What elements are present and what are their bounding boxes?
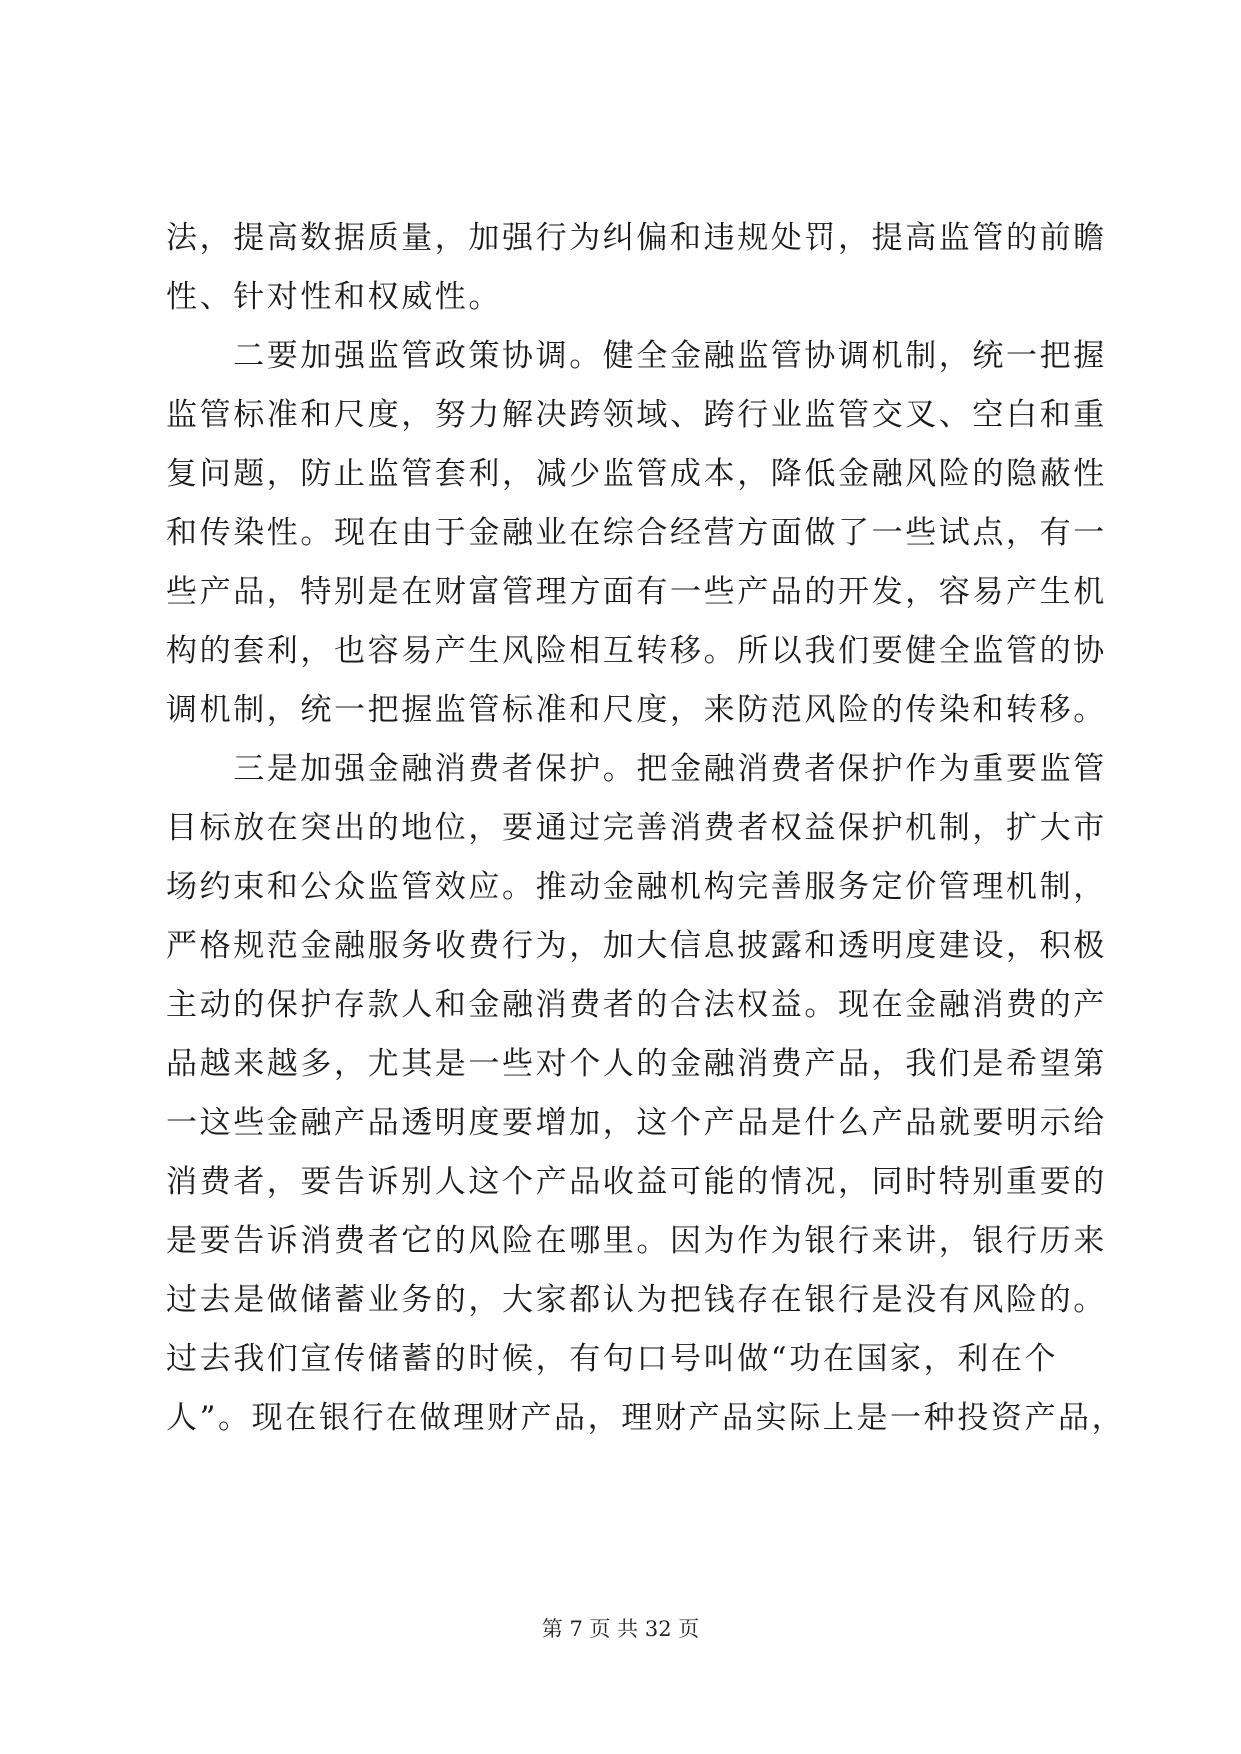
body-text-line: 构的套利，也容易产生风险相互转移。所以我们要健全监管的协 xyxy=(166,633,1107,669)
body-text-line: 和传染性。现在由于金融业在综合经营方面做了一些试点，有一 xyxy=(166,515,1107,551)
body-text-line: 法，提高数据质量，加强行为纠偏和违规处罚，提高监管的前瞻 xyxy=(166,220,1107,256)
body-text-line: 三是加强金融消费者保护。把金融消费者保护作为重要监管 xyxy=(166,751,1107,787)
body-text-line: 过去我们宣传储蓄的时候，有句口号叫做“功在国家，利在个 xyxy=(166,1341,1059,1377)
body-text-line: 主动的保护存款人和金融消费者的合法权益。现在金融消费的产 xyxy=(166,987,1107,1023)
body-text-line: 场约束和公众监管效应。推动金融机构完善服务定价管理机制， xyxy=(166,869,1107,905)
body-text-line: 调机制，统一把握监管标准和尺度，来防范风险的传染和转移。 xyxy=(166,692,1107,728)
body-text-line: 是要告诉消费者它的风险在哪里。因为作为银行来讲，银行历来 xyxy=(166,1223,1107,1259)
body-text-line: 品越来越多，尤其是一些对个人的金融消费产品，我们是希望第 xyxy=(166,1046,1107,1082)
body-text-line: 消费者，要告诉别人这个产品收益可能的情况，同时特别重要的 xyxy=(166,1164,1107,1200)
body-text-line: 目标放在突出的地位，要通过完善消费者权益保护机制，扩大市 xyxy=(166,810,1107,846)
body-text-line: 二要加强监管政策协调。健全金融监管协调机制，统一把握 xyxy=(166,338,1107,374)
body-text-line: 一这些金融产品透明度要增加，这个产品是什么产品就要明示给 xyxy=(166,1105,1107,1141)
body-text-line: 些产品，特别是在财富管理方面有一些产品的开发，容易产生机 xyxy=(166,574,1107,610)
body-text-line: 性、针对性和权威性。 xyxy=(166,279,502,315)
body-text-line: 人”。现在银行在做理财产品，理财产品实际上是一种投资产品， xyxy=(166,1400,1126,1436)
body-text-line: 复问题，防止监管套利，减少监管成本，降低金融风险的隐蔽性 xyxy=(166,456,1107,492)
body-text-line: 严格规范金融服务收费行为，加大信息披露和透明度建设，积极 xyxy=(166,928,1107,964)
body-text-line: 监管标准和尺度，努力解决跨领域、跨行业监管交叉、空白和重 xyxy=(166,397,1107,433)
page-footer: 第 7 页 共 32 页 xyxy=(541,1617,700,1641)
body-text-line: 过去是做储蓄业务的，大家都认为把钱存在银行是没有风险的。 xyxy=(166,1282,1107,1318)
